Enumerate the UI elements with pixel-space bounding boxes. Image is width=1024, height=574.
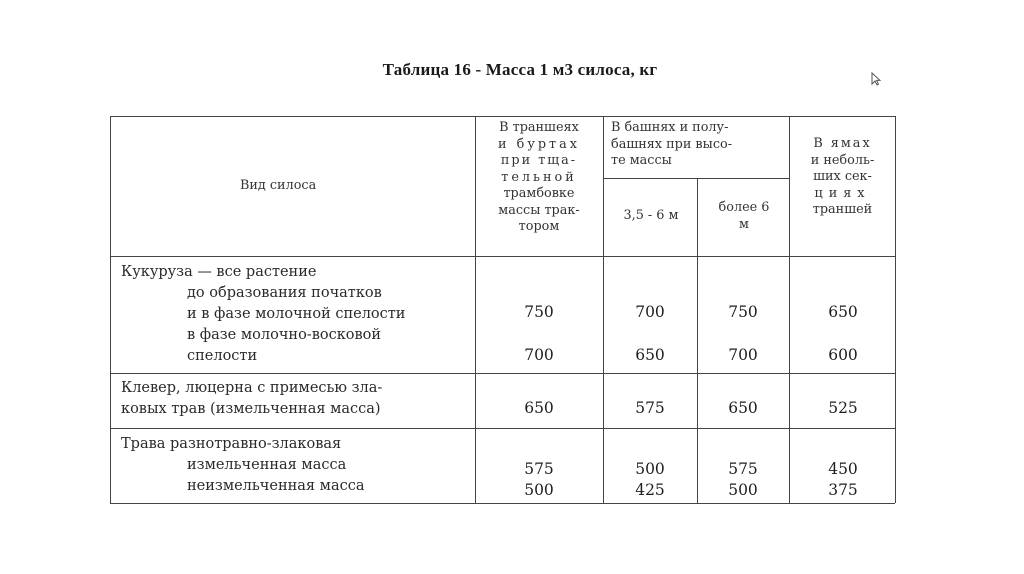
header-trenches [478,120,600,236]
cell-value: 700 [728,346,758,364]
table-border-right [895,116,896,503]
row-grass-label [121,434,365,497]
row-divider-2 [110,428,895,429]
row-corn-line: спелости [187,348,258,364]
header-trenches-line: массы трак- [498,202,580,218]
row-corn-label [121,262,405,367]
cell-value: 375 [828,481,858,499]
header-trenches-line: при тща- [500,153,578,168]
cell-value: 700 [524,346,554,364]
col-divider-1 [475,116,476,503]
header-towers-line: башнях при высо- [611,136,733,152]
cell-value: 600 [828,346,858,364]
row-clover-line: ковых трав (измельченная масса) [121,401,381,417]
header-pits-line: ших сек- [813,169,872,184]
header-trenches-line: тельной [501,169,577,185]
cell-value: 450 [828,460,858,478]
cell-value: 575 [635,399,665,417]
row-clover-line: Клевер, люцерна с примесью зла- [121,380,383,396]
header-more6-line: более 6 [718,200,770,215]
row-corn-line: Кукуруза — все растение [121,264,317,280]
cell-value: 525 [828,399,858,417]
col-divider-2 [603,116,604,503]
towers-subheader-line [603,178,789,179]
header-pits-line: циях [814,185,871,201]
header-pits-line: и неболь- [810,152,875,168]
row-divider-1 [110,373,895,374]
row-corn-line: до образования початков [187,285,382,301]
row-clover-label [121,378,382,420]
row-corn-line: в фазе молочно-восковой [187,327,382,343]
cell-value: 750 [524,303,554,321]
header-more6-line: м [739,216,749,232]
cell-value: 650 [524,399,554,417]
col-divider-4 [789,116,790,503]
cell-value: 500 [524,481,554,499]
col-divider-3 [697,178,698,503]
table-border-bottom [110,503,895,504]
row-grass-line: измельченная масса [187,457,347,473]
header-trenches-line: тором [518,219,560,234]
cell-value: 575 [524,460,554,478]
cell-value: 500 [728,481,758,499]
header-height-3-5-6: 3,5 - 6 м [623,208,679,223]
header-height-more-6 [700,200,788,233]
row-corn-line: и в фазе молочной спелости [187,306,406,322]
cell-value: 425 [635,481,665,499]
header-trenches-line: трамбовке [503,186,575,201]
header-pits [792,136,893,219]
cell-value: 750 [728,303,758,321]
row-grass-line: Трава разнотравно-злаковая [121,436,342,452]
header-pits-line: траншей [812,202,873,217]
row-grass-line: неизмельченная масса [187,478,365,494]
header-bottom-line [110,256,895,257]
cell-value: 700 [635,303,665,321]
table-border-top [110,116,895,117]
header-trenches-line: и буртах [498,136,580,152]
header-kind-of-silage: Вид силоса [240,178,317,193]
cell-value: 650 [728,399,758,417]
cell-value: 650 [635,346,665,364]
header-towers-line: В башнях и полу- [611,120,729,135]
cell-value: 500 [635,460,665,478]
cell-value: 575 [728,460,758,478]
header-trenches-line: В траншеях [499,120,579,135]
table-title: Таблица 16 - Масса 1 м3 силоса, кг [382,60,658,79]
header-towers-line: те массы [611,153,672,168]
cell-value: 650 [828,303,858,321]
header-towers-group [611,120,787,170]
table-border-left [110,116,111,503]
header-pits-line: В ямах [813,136,872,151]
